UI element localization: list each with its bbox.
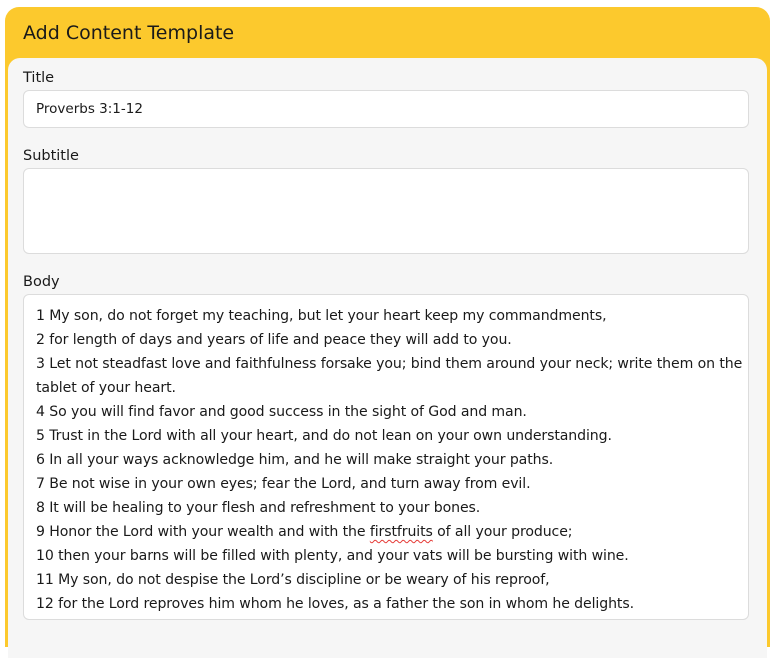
body-line: 5 Trust in the Lord with all your heart, and do not lean on your own understanding. <box>36 428 612 444</box>
body-line: 1 My son, do not forget my teaching, but let your heart keep my commandments, <box>36 308 607 324</box>
body-line: 2 for length of days and years of life and peace they will add to you. <box>36 332 512 348</box>
body-line: 6 In all your ways acknowledge him, and he will make straight your paths. <box>36 452 554 468</box>
body-line: 8 It will be healing to your flesh and refreshment to your bones. <box>36 500 481 516</box>
body-line: 4 So you will find favor and good success in the sight of God and man. <box>36 404 527 420</box>
add-content-template-dialog <box>5 7 770 647</box>
body-line: 10 then your barns will be filled with plenty, and your vats will be bursting with wine. <box>36 548 629 564</box>
body-line-9-end: of all your produce; <box>432 524 573 540</box>
body-line: 3 Let not steadfast love and faithfulness forsake you; bind them around your neck; write them on the <box>36 356 743 372</box>
spellcheck-flagged-word[interactable]: firstfruits <box>369 524 433 540</box>
body-line: 12 for the Lord reproves him whom he loves, as a father the son in whom he delights. <box>36 596 634 612</box>
body-textarea[interactable] <box>23 294 749 620</box>
form-panel <box>8 58 767 658</box>
subtitle-label: Subtitle <box>23 148 79 164</box>
body-line: 7 Be not wise in your own eyes; fear the Lord, and turn away from evil. <box>36 476 531 492</box>
title-label: Title <box>23 70 55 86</box>
subtitle-textarea[interactable] <box>23 168 749 254</box>
body-line: 11 My son, do not despise the Lord’s discipline or be weary of his reproof, <box>36 572 550 588</box>
dialog-title: Add Content Template <box>23 22 235 44</box>
body-label: Body <box>23 274 60 290</box>
body-line: tablet of your heart. <box>36 380 176 396</box>
body-line-9 <box>36 520 736 544</box>
title-input[interactable] <box>23 90 749 128</box>
body-line-9-start: 9 Honor the Lord with your wealth and with the <box>36 524 370 540</box>
